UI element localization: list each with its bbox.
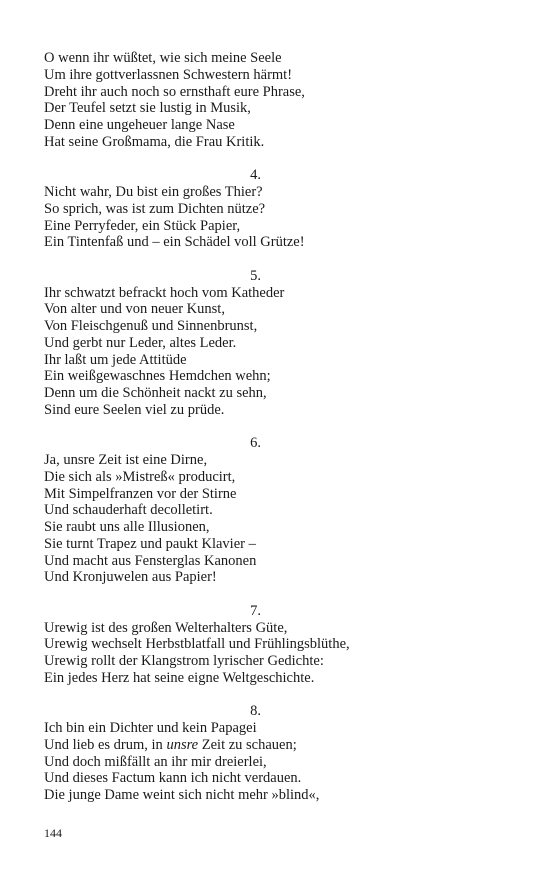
poem-line: Und Kronjuwelen aus Papier! bbox=[44, 569, 217, 586]
page-number: 144 bbox=[44, 826, 62, 840]
poem-line: Der Teufel setzt sie lustig in Musik, bbox=[44, 100, 251, 117]
poem-line: Und gerbt nur Leder, altes Leder. bbox=[44, 334, 237, 351]
section-number: 7. bbox=[250, 602, 261, 619]
poem-line: Sie raubt uns alle Illusionen, bbox=[44, 519, 210, 535]
poem-line: Nicht wahr, Du bist ein großes Thier? bbox=[44, 184, 263, 200]
section-7 bbox=[44, 603, 514, 687]
stanza-gap bbox=[44, 687, 514, 704]
poem-line: Und doch mißfällt an ihr mir dreierlei, bbox=[44, 753, 267, 770]
poem-line: Eine Perryfeder, ein Stück Papier, bbox=[44, 217, 241, 234]
section-number: 5. bbox=[250, 267, 261, 284]
stanza-gap bbox=[44, 251, 514, 268]
section-8 bbox=[44, 703, 514, 804]
poem-line: Die sich als »Mistreß« producirt, bbox=[44, 468, 236, 485]
poem-line: Die junge Dame weint sich nicht mehr »blind«, bbox=[44, 787, 320, 803]
poem-line: Hat seine Großmama, die Frau Kritik. bbox=[44, 133, 265, 150]
line-text: Und lieb es drum, in bbox=[44, 736, 167, 753]
poem-line: Mit Simpelfranzen vor der Stirne bbox=[44, 485, 237, 502]
poem-text bbox=[44, 50, 514, 804]
section-5 bbox=[44, 268, 514, 419]
poem-line: Von alter und von neuer Kunst, bbox=[44, 301, 225, 318]
poem-line: Von Fleischgenuß und Sinnenbrunst, bbox=[44, 318, 258, 334]
emphasized-word: unsre bbox=[166, 736, 199, 753]
line-text: Zeit zu schauen; bbox=[198, 736, 297, 753]
stanza-intro bbox=[44, 50, 514, 151]
section-4 bbox=[44, 167, 514, 251]
poem-line: Und macht aus Fensterglas Kanonen bbox=[44, 552, 257, 569]
poem-line: Urewig ist des großen Welterhalters Güte, bbox=[44, 619, 288, 636]
poem-line: Ihr schwatzt befrackt hoch vom Katheder bbox=[44, 284, 285, 301]
section-6 bbox=[44, 435, 514, 586]
poem-line: Sie turnt Trapez und paukt Klavier – bbox=[44, 535, 256, 552]
section-number: 8. bbox=[250, 703, 261, 720]
section-number: 6. bbox=[250, 435, 261, 452]
poem-line: Dreht ihr auch noch so ernsthaft eure Phrase, bbox=[44, 83, 305, 100]
poem-line: Um ihre gottverlassnen Schwestern härmt! bbox=[44, 66, 293, 83]
stanza-gap bbox=[44, 419, 514, 436]
stanza-gap bbox=[44, 586, 514, 603]
poem-line bbox=[44, 737, 514, 754]
poem-line: Ja, unsre Zeit ist eine Dirne, bbox=[44, 452, 208, 468]
poem-line: Sind eure Seelen viel zu prüde. bbox=[44, 401, 225, 418]
poem-line: Und dieses Factum kann ich nicht verdauen. bbox=[44, 770, 302, 787]
poem-line: Denn um die Schönheit nackt zu sehn, bbox=[44, 385, 267, 401]
section-number: 4. bbox=[250, 167, 261, 184]
poem-line: Denn eine ungeheuer lange Nase bbox=[44, 117, 235, 133]
poem-line: Ich bin ein Dichter und kein Papagei bbox=[44, 720, 257, 736]
poem-line: O wenn ihr wüßtet, wie sich meine Seele bbox=[44, 50, 282, 66]
poem-line: Ein Tintenfaß und – ein Schädel voll Grütze! bbox=[44, 234, 305, 251]
poem-line: So sprich, was ist zum Dichten nütze? bbox=[44, 200, 266, 217]
poem-line: Ihr laßt um jede Attitüde bbox=[44, 351, 187, 368]
poem-line: Und schauderhaft decolletirt. bbox=[44, 502, 213, 519]
poem-line: Ein jedes Herz hat seine eigne Weltgeschichte. bbox=[44, 669, 315, 686]
stanza-gap bbox=[44, 151, 514, 168]
poem-line: Urewig rollt der Klangstrom lyrischer Gedichte: bbox=[44, 653, 324, 669]
poem-line: Ein weißgewaschnes Hemdchen wehn; bbox=[44, 368, 271, 385]
poem-line: Urewig wechselt Herbstblatfall und Frühlingsblüthe, bbox=[44, 636, 350, 653]
